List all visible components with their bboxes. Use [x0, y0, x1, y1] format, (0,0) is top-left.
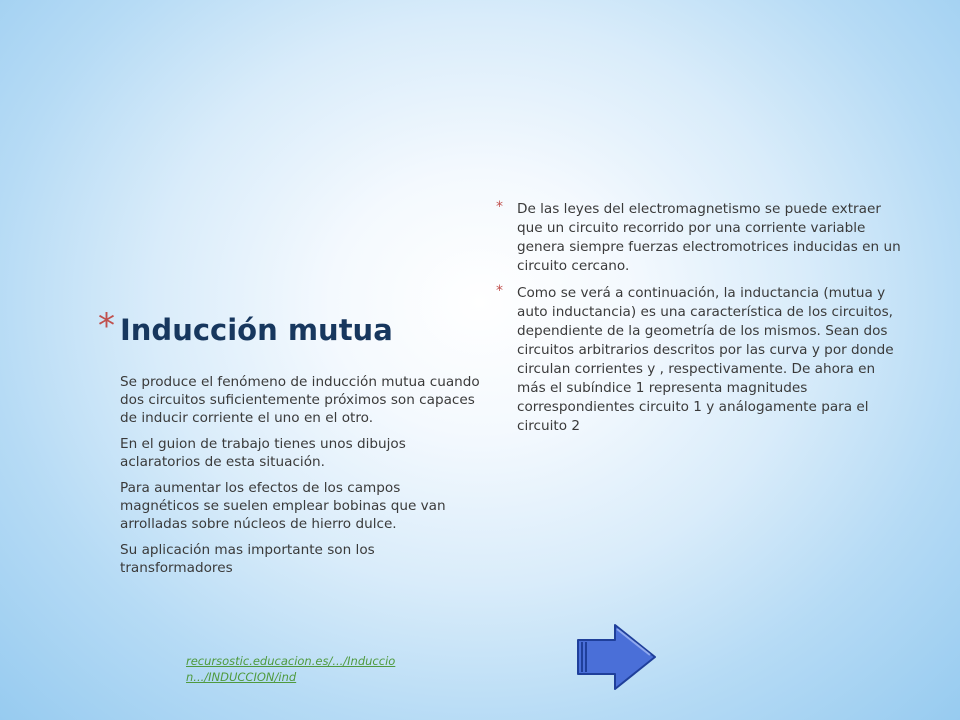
- next-slide-button[interactable]: [577, 623, 657, 691]
- left-paragraph: Para aumentar los efectos de los campos magnéticos se suelen emplear bobinas que van arrolladas sobre núcleos de hierro dulce.: [120, 480, 446, 532]
- right-bullet-item: [496, 200, 906, 276]
- slide-title: Inducción mutua: [120, 313, 393, 347]
- left-paragraph: En el guion de trabajo tienes unos dibujos aclaratorios de esta situación.: [120, 436, 406, 470]
- left-text-body: [120, 373, 480, 585]
- resource-link[interactable]: recursostic.educacion.es/.../Induccion.../INDUCCION/ind: [186, 654, 396, 684]
- bullet-star-icon: *: [496, 283, 503, 299]
- bullet-star-icon: *: [496, 199, 503, 215]
- next-arrow-icon: [577, 623, 657, 691]
- title-block: [98, 306, 478, 350]
- left-paragraph: Su aplicación mas importante son los transformadores: [120, 542, 375, 576]
- title-bullet-icon: *: [98, 306, 115, 346]
- right-bullet-text: Como se verá a continuación, la inductancia (mutua y auto inductancia) es una característica de los circuitos, dependiente de la geometría de los mismos. Sean dos circuitos arbitrarios descritos por las curva y por donde circulan corrientes y , respectivamente. De ahora en más el subíndice 1 representa magnitudes correspondientes circuito 1 y análogamente para el circuito 2: [517, 285, 894, 434]
- right-bullet-text: De las leyes del electromagnetismo se puede extraer que un circuito recorrido por una corriente variable genera siempre fuerzas electromotrices inducidas en un circuito cercano.: [517, 201, 901, 274]
- right-bullet-list: [496, 200, 906, 444]
- left-paragraph: Se produce el fenómeno de inducción mutua cuando dos circuitos suficientemente próximos son capaces de inducir corriente el uno en el otro.: [120, 374, 480, 426]
- right-bullet-item: [496, 284, 906, 436]
